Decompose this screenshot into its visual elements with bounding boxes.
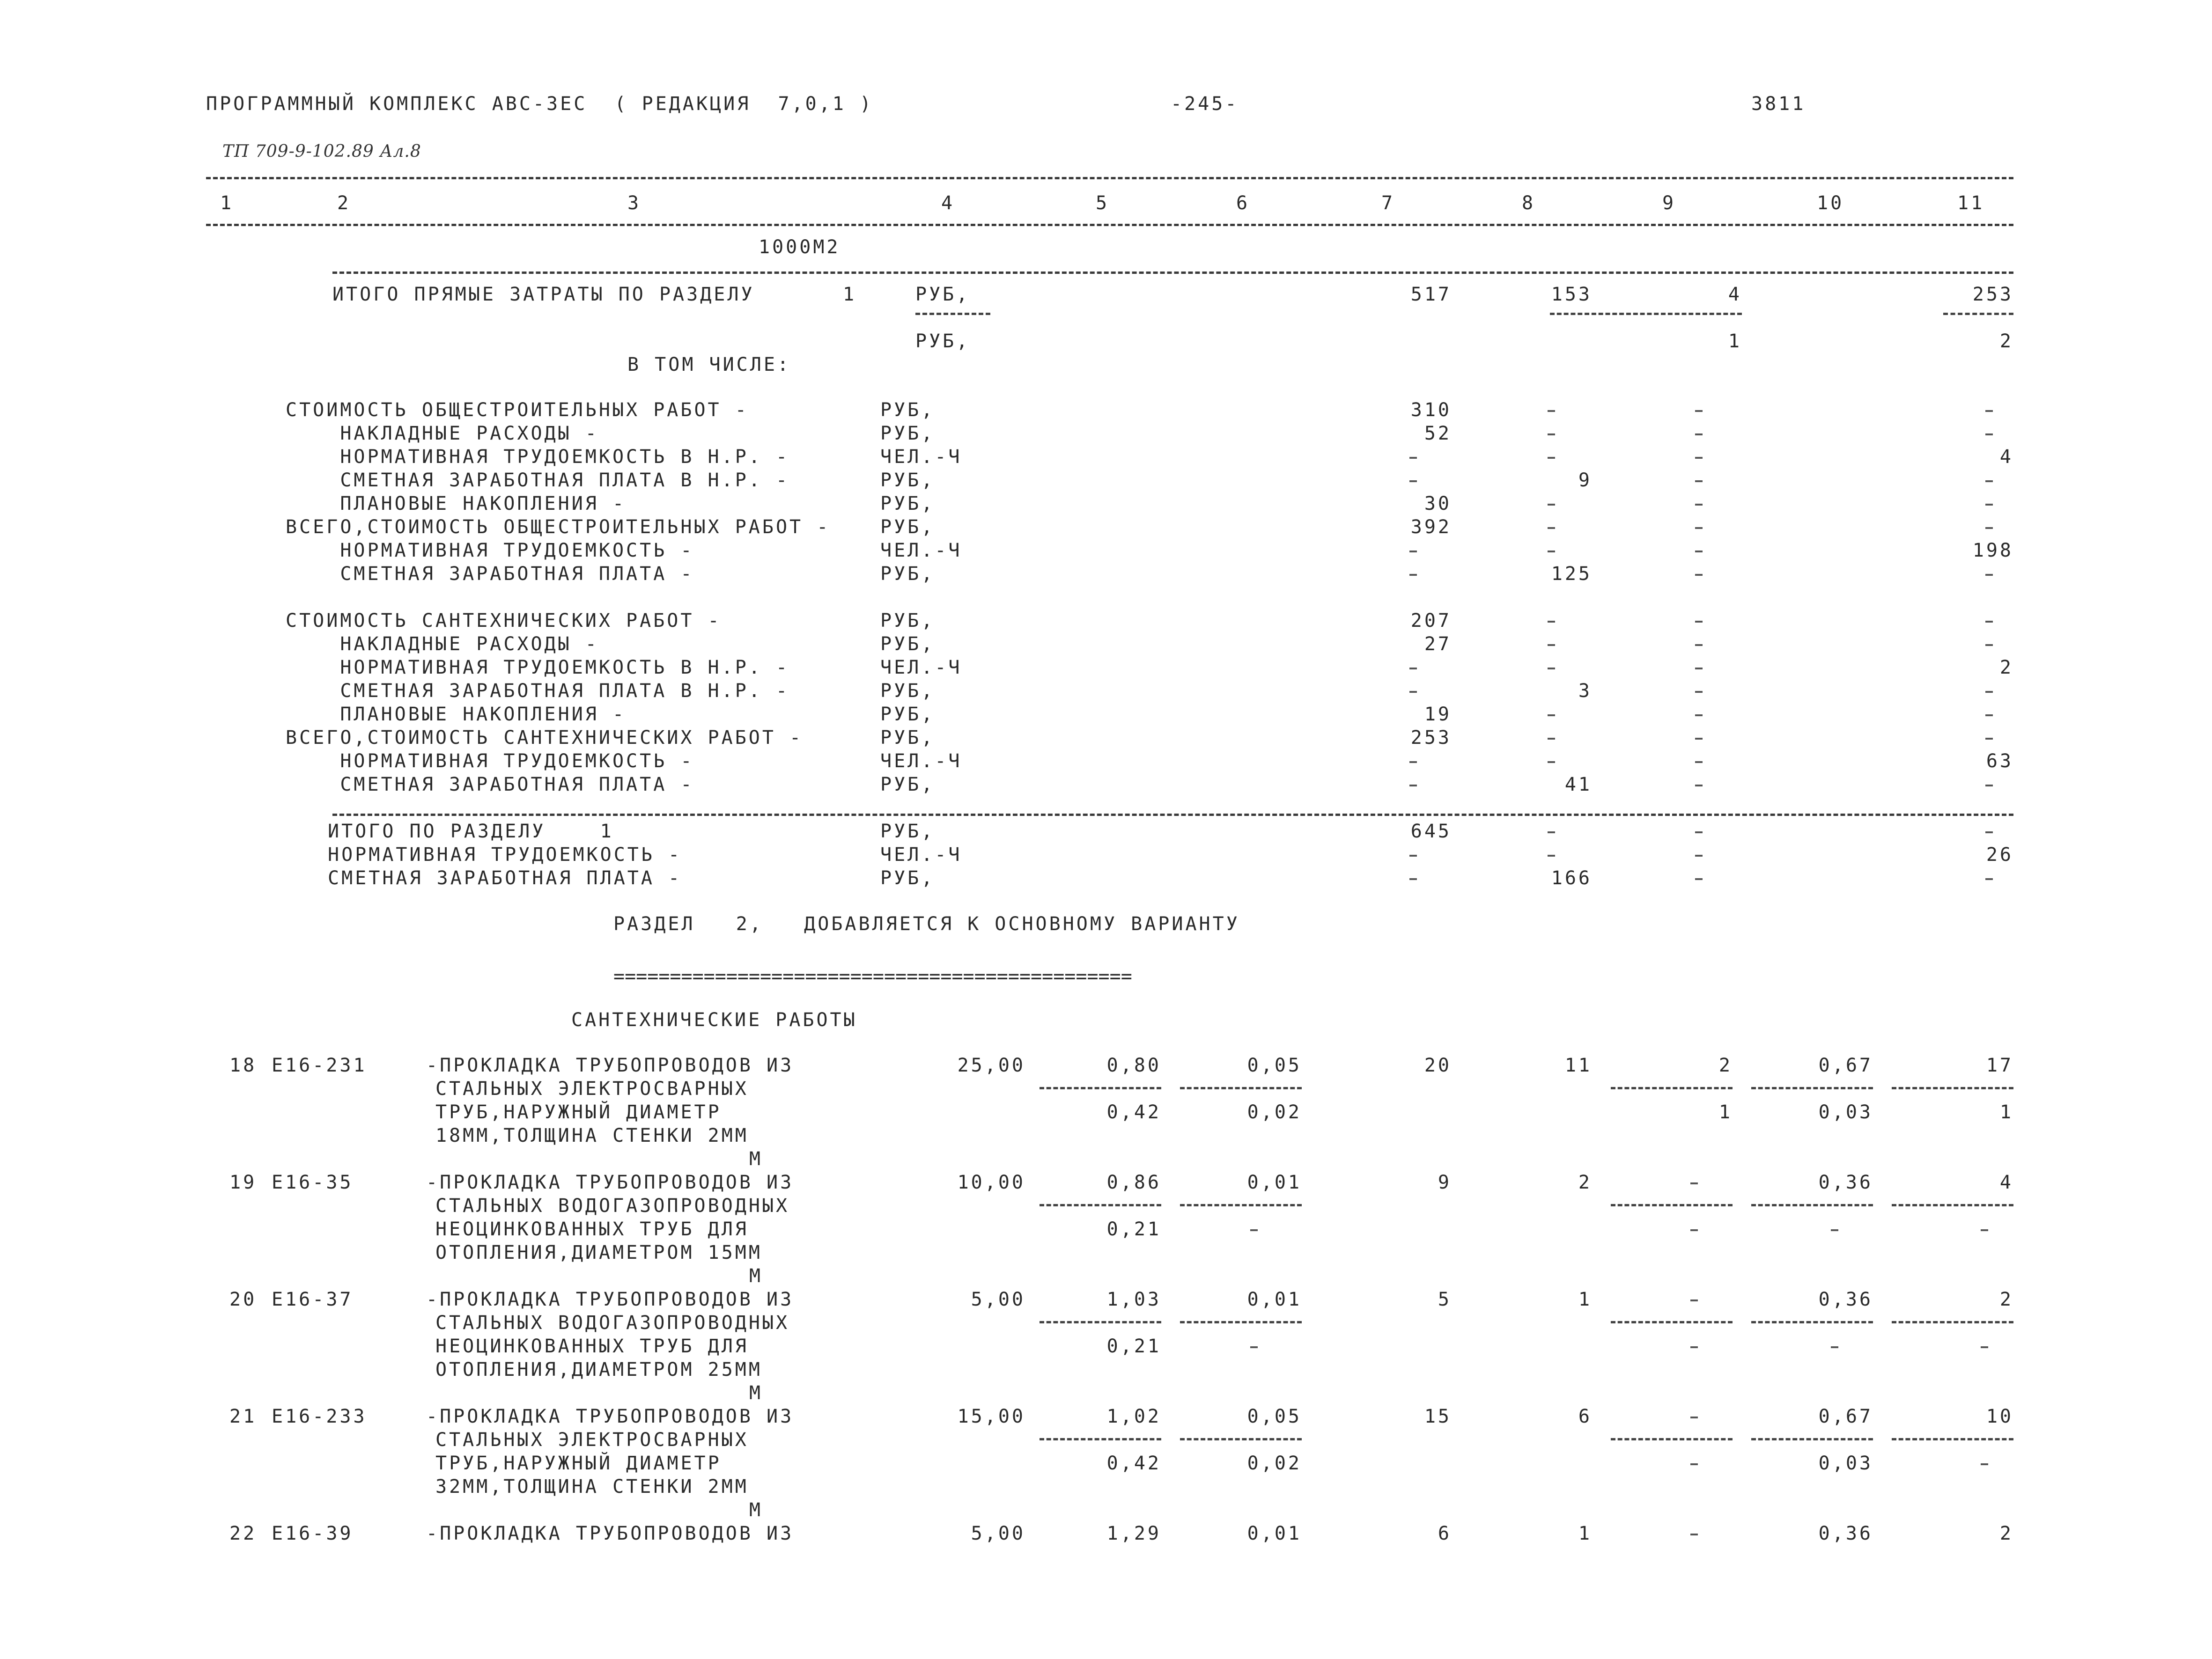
c10-underline: [1751, 1438, 1873, 1440]
item-c10-second: 0,03: [1818, 1101, 1873, 1123]
empty-c9-dash: [1695, 691, 1703, 693]
summary-unit: РУБ,: [880, 821, 935, 842]
item-c5: 1,03: [1106, 1289, 1161, 1310]
c9-underline: [1611, 1321, 1733, 1323]
empty-c11-dash: [1985, 504, 1993, 506]
column-number: 10: [1817, 192, 1844, 214]
empty-c11-dash: [1981, 1463, 1988, 1465]
empty-c8-dash: [1548, 831, 1555, 833]
direct-total-unit: РУБ,: [915, 284, 970, 305]
empty-c9-dash: [1690, 1229, 1698, 1231]
summary-label: НОРМАТИВНАЯ ТРУДОЕМКОСТЬ -: [328, 844, 682, 866]
item-c5: 0,80: [1106, 1055, 1161, 1076]
summary-c7: 19: [1424, 704, 1452, 725]
empty-c11-dash: [1985, 691, 1993, 693]
empty-c9-dash: [1695, 433, 1703, 435]
summary-label: СМЕТНАЯ ЗАРАБОТНАЯ ПЛАТА -: [328, 867, 682, 889]
direct-c11-underline: [1943, 313, 2013, 315]
summary-label: ПЛАНОВЫЕ НАКОПЛЕНИЯ -: [286, 493, 627, 514]
item-description-line: СТАЛЬНЫХ ВОДОГАЗОПРОВОДНЫХ: [435, 1312, 790, 1334]
empty-c11-dash: [1985, 738, 1993, 740]
summary-label: НОРМАТИВНАЯ ТРУДОЕМКОСТЬ В Н.Р. -: [286, 657, 790, 678]
item-c6: 0,05: [1247, 1406, 1302, 1427]
summary-unit: РУБ,: [880, 774, 935, 795]
empty-c9-dash: [1695, 878, 1703, 880]
item-description-line: ОТОПЛЕНИЯ,ДИАМЕТРОМ 15ММ: [435, 1242, 762, 1263]
empty-c8-dash: [1548, 527, 1555, 529]
summary-label: СМЕТНАЯ ЗАРАБОТНАЯ ПЛАТА В Н.Р. -: [286, 470, 790, 491]
item-number: 22: [229, 1523, 257, 1544]
summary-c7: 30: [1424, 493, 1452, 514]
direct2-c11: 2: [1999, 330, 2013, 352]
summary-unit: РУБ,: [880, 563, 935, 585]
empty-c10-dash: [1831, 1346, 1838, 1348]
summary-label: НАКЛАДНЫЕ РАСХОДЫ -: [286, 423, 599, 444]
summary-unit: ЧЕЛ.-Ч: [880, 657, 962, 678]
empty-c9-dash: [1695, 410, 1703, 412]
c10-underline: [1751, 1321, 1873, 1323]
item-c11: 2: [1999, 1289, 2013, 1310]
item-c5-second: 0,21: [1106, 1219, 1161, 1240]
c6-underline: [1180, 1438, 1302, 1440]
item-description-line: ТРУБ,НАРУЖНЫЙ ДИАМЕТР: [435, 1101, 722, 1123]
unit-row: 1000М2: [759, 236, 841, 258]
empty-c8-dash: [1548, 504, 1555, 506]
empty-c7-dash: [1409, 668, 1417, 669]
empty-c9-dash: [1690, 1417, 1698, 1418]
summary-label: СМЕТНАЯ ЗАРАБОТНАЯ ПЛАТА -: [286, 563, 694, 585]
item-description-line: -ПРОКЛАДКА ТРУБОПРОВОДОВ ИЗ: [426, 1055, 794, 1076]
column-rule: [206, 224, 2013, 226]
c9-underline: [1611, 1204, 1733, 1206]
empty-c6-dash: [1250, 1229, 1258, 1231]
item-c7: 5: [1438, 1289, 1452, 1310]
empty-c11-dash: [1981, 1346, 1988, 1348]
direct-total-section: 1: [843, 284, 857, 305]
summary-c11: 198: [1972, 540, 2013, 561]
project-code: ТП 709-9-102.89 Ал.8: [222, 142, 421, 161]
empty-c11-dash: [1985, 621, 1993, 623]
item-unit: М: [749, 1382, 763, 1404]
direct-total-label: ИТОГО ПРЯМЫЕ ЗАТРАТЫ ПО РАЗДЕЛУ: [332, 284, 755, 305]
empty-c7-dash: [1409, 457, 1417, 459]
c11-underline: [1892, 1087, 2013, 1089]
summary-unit: РУБ,: [880, 633, 935, 655]
item-c10-second: 0,03: [1818, 1453, 1873, 1474]
item-number: 19: [229, 1172, 257, 1193]
summary-label: СМЕТНАЯ ЗАРАБОТНАЯ ПЛАТА -: [286, 774, 694, 795]
summary-c7: 253: [1410, 727, 1452, 749]
item-unit: М: [749, 1499, 763, 1521]
item-c5-second: 0,42: [1106, 1453, 1161, 1474]
summary-c8: 41: [1564, 774, 1592, 795]
empty-c11-dash: [1981, 1229, 1988, 1231]
column-number: 4: [941, 192, 955, 214]
item-code: Е16-35: [272, 1172, 354, 1193]
summary-c7: 27: [1424, 633, 1452, 655]
c11-underline: [1892, 1204, 2013, 1206]
empty-c9-dash: [1695, 761, 1703, 763]
summary-label: ВСЕГО,СТОИМОСТЬ ОБЩЕСТРОИТЕЛЬНЫХ РАБОТ -: [286, 516, 831, 538]
item-c5-second: 0,21: [1106, 1336, 1161, 1357]
item-description-line: НЕОЦИНКОВАННЫХ ТРУБ ДЛЯ: [435, 1336, 749, 1357]
direct-total-c9: 4: [1728, 284, 1742, 305]
summary-c7: 310: [1410, 399, 1452, 421]
summary-c7: 207: [1410, 610, 1452, 631]
item-c5: 1,02: [1106, 1406, 1161, 1427]
c5-underline: [1040, 1321, 1161, 1323]
item-unit: М: [749, 1265, 763, 1287]
empty-c11-dash: [1985, 480, 1993, 482]
summary-c8: 166: [1551, 867, 1592, 889]
empty-c8-dash: [1548, 644, 1555, 646]
item-code: Е16-231: [272, 1055, 367, 1076]
empty-c9-dash: [1690, 1463, 1698, 1465]
empty-c7-dash: [1409, 551, 1417, 552]
empty-c9-dash: [1690, 1299, 1698, 1301]
header-rule: [206, 177, 2013, 179]
empty-c11-dash: [1985, 878, 1993, 880]
summary-unit: ЧЕЛ.-Ч: [880, 750, 962, 772]
item-c7: 6: [1438, 1523, 1452, 1544]
summary-unit: ЧЕЛ.-Ч: [880, 844, 962, 866]
item-c6: 0,01: [1247, 1523, 1302, 1544]
summary-c7: 52: [1424, 423, 1452, 444]
section2-subtitle: САНТЕХНИЧЕСКИЕ РАБОТЫ: [571, 1009, 857, 1031]
column-number: 8: [1522, 192, 1536, 214]
item-quantity: 25,00: [957, 1055, 1025, 1076]
direct-total-unit-2: РУБ,: [915, 330, 970, 352]
item-description-line: СТАЛЬНЫХ ЭЛЕКТРОСВАРНЫХ: [435, 1078, 749, 1100]
item-c6: 0,01: [1247, 1289, 1302, 1310]
column-number: 11: [1957, 192, 1985, 214]
summary-label: НОРМАТИВНАЯ ТРУДОЕМКОСТЬ -: [286, 750, 694, 772]
summary-c8: 9: [1578, 470, 1592, 491]
summary-unit: ЧЕЛ.-Ч: [880, 540, 962, 561]
empty-c8-dash: [1548, 433, 1555, 435]
empty-c9-dash: [1695, 738, 1703, 740]
empty-c11-dash: [1985, 527, 1993, 529]
column-number: 2: [337, 192, 351, 214]
empty-c9-dash: [1695, 668, 1703, 669]
empty-c9-dash: [1695, 644, 1703, 646]
direct-c9-underline: [1550, 313, 1742, 315]
item-description-line: -ПРОКЛАДКА ТРУБОПРОВОДОВ ИЗ: [426, 1523, 794, 1544]
item-description-line: 18ММ,ТОЛЩИНА СТЕНКИ 2ММ: [435, 1125, 749, 1146]
summary-unit: РУБ,: [880, 704, 935, 725]
c10-underline: [1751, 1204, 1873, 1206]
summary-c8: 3: [1578, 680, 1592, 702]
empty-c9-dash: [1695, 574, 1703, 576]
empty-c11-dash: [1985, 831, 1993, 833]
item-c8: 1: [1578, 1289, 1592, 1310]
empty-c8-dash: [1548, 551, 1555, 552]
empty-c9-dash: [1695, 831, 1703, 833]
section-total-rule: [332, 814, 2013, 816]
item-description-line: ОТОПЛЕНИЯ,ДИАМЕТРОМ 25ММ: [435, 1359, 762, 1380]
item-c10: 0,67: [1818, 1055, 1873, 1076]
item-c6: 0,05: [1247, 1055, 1302, 1076]
item-c9-second: 1: [1718, 1101, 1733, 1123]
item-c10: 0,36: [1818, 1289, 1873, 1310]
item-c7: 15: [1424, 1406, 1452, 1427]
direct-total-c7: 517: [1410, 284, 1452, 305]
summary-c11: 4: [1999, 446, 2013, 468]
summary-label: СМЕТНАЯ ЗАРАБОТНАЯ ПЛАТА В Н.Р. -: [286, 680, 790, 702]
summary-unit: РУБ,: [880, 867, 935, 889]
item-number: 20: [229, 1289, 257, 1310]
empty-c9-dash: [1695, 551, 1703, 552]
including-label: В ТОМ ЧИСЛЕ:: [627, 354, 791, 375]
empty-c8-dash: [1548, 668, 1555, 669]
item-c11: 10: [1986, 1406, 2013, 1427]
item-description-line: ТРУБ,НАРУЖНЫЙ ДИАМЕТР: [435, 1453, 722, 1474]
item-code: Е16-39: [272, 1523, 354, 1544]
summary-label: НАКЛАДНЫЕ РАСХОДЫ -: [286, 633, 599, 655]
summary-label: ВСЕГО,СТОИМОСТЬ САНТЕХНИЧЕСКИХ РАБОТ -: [286, 727, 804, 749]
c10-underline: [1751, 1087, 1873, 1089]
section2-rule: ==============================================: [613, 966, 1132, 987]
summary-label: НОРМАТИВНАЯ ТРУДОЕМКОСТЬ -: [286, 540, 694, 561]
empty-c7-dash: [1409, 574, 1417, 576]
empty-c11-dash: [1985, 433, 1993, 435]
empty-c9-dash: [1695, 480, 1703, 482]
empty-c8-dash: [1548, 621, 1555, 623]
summary-c7: 392: [1410, 516, 1452, 538]
column-number: 1: [220, 192, 234, 214]
summary-label: СТОИМОСТЬ САНТЕХНИЧЕСКИХ РАБОТ -: [286, 610, 722, 631]
column-number: 6: [1236, 192, 1250, 214]
c11-underline: [1892, 1321, 2013, 1323]
column-number: 9: [1662, 192, 1676, 214]
summary-unit: РУБ,: [880, 610, 935, 631]
section2-title: РАЗДЕЛ 2, ДОБАВЛЯЕТСЯ К ОСНОВНОМУ ВАРИАНТУ: [613, 913, 1240, 935]
empty-c9-dash: [1690, 1182, 1698, 1184]
empty-c10-dash: [1831, 1229, 1838, 1231]
item-c7: 20: [1424, 1055, 1452, 1076]
item-description-line: 32ММ,ТОЛЩИНА СТЕНКИ 2ММ: [435, 1476, 749, 1498]
empty-c11-dash: [1985, 714, 1993, 716]
item-code: Е16-233: [272, 1406, 367, 1427]
item-description-line: -ПРОКЛАДКА ТРУБОПРОВОДОВ ИЗ: [426, 1172, 794, 1193]
summary-unit: РУБ,: [880, 470, 935, 491]
empty-c9-dash: [1690, 1534, 1698, 1535]
c5-underline: [1040, 1438, 1161, 1440]
item-c11: 4: [1999, 1172, 2013, 1193]
summary-unit: РУБ,: [880, 399, 935, 421]
item-quantity: 10,00: [957, 1172, 1025, 1193]
empty-c11-dash: [1985, 785, 1993, 786]
empty-c11-dash: [1985, 644, 1993, 646]
empty-c9-dash: [1695, 621, 1703, 623]
c11-underline: [1892, 1438, 2013, 1440]
item-description-line: НЕОЦИНКОВАННЫХ ТРУБ ДЛЯ: [435, 1219, 749, 1240]
summary-c11: 2: [1999, 657, 2013, 678]
empty-c7-dash: [1409, 855, 1417, 857]
item-c11-second: 1: [1999, 1101, 2013, 1123]
totals-rule-top: [332, 272, 2013, 274]
empty-c9-dash: [1695, 785, 1703, 786]
empty-c9-dash: [1695, 457, 1703, 459]
empty-c7-dash: [1409, 480, 1417, 482]
item-c8: 6: [1578, 1406, 1592, 1427]
item-quantity: 5,00: [971, 1523, 1025, 1544]
summary-unit: ЧЕЛ.-Ч: [880, 446, 962, 468]
program-header: ПРОГРАММНЫЙ КОМПЛЕКС АВС-3ЕС ( РЕДАКЦИЯ 7,0,1 ): [206, 93, 874, 115]
c6-underline: [1180, 1087, 1302, 1089]
empty-c7-dash: [1409, 878, 1417, 880]
c5-underline: [1040, 1087, 1161, 1089]
item-description-line: СТАЛЬНЫХ ВОДОГАЗОПРОВОДНЫХ: [435, 1195, 790, 1217]
summary-c11: 26: [1986, 844, 2013, 866]
summary-label: НОРМАТИВНАЯ ТРУДОЕМКОСТЬ В Н.Р. -: [286, 446, 790, 468]
item-quantity: 15,00: [957, 1406, 1025, 1427]
empty-c8-dash: [1548, 855, 1555, 857]
item-unit: М: [749, 1148, 763, 1170]
summary-c7: 645: [1410, 821, 1452, 842]
item-c5-second: 0,42: [1106, 1101, 1161, 1123]
column-number: 5: [1096, 192, 1110, 214]
item-c5: 0,86: [1106, 1172, 1161, 1193]
item-c11: 17: [1986, 1055, 2013, 1076]
item-c10: 0,67: [1818, 1406, 1873, 1427]
summary-c11: 63: [1986, 750, 2013, 772]
item-c6-second: 0,02: [1247, 1101, 1302, 1123]
item-c6-second: 0,02: [1247, 1453, 1302, 1474]
empty-c6-dash: [1250, 1346, 1258, 1348]
summary-unit: РУБ,: [880, 680, 935, 702]
empty-c8-dash: [1548, 738, 1555, 740]
summary-unit: РУБ,: [880, 727, 935, 749]
item-c7: 9: [1438, 1172, 1452, 1193]
item-c5: 1,29: [1106, 1523, 1161, 1544]
item-c10: 0,36: [1818, 1172, 1873, 1193]
empty-c9-dash: [1695, 714, 1703, 716]
page-number: -245-: [1171, 93, 1239, 115]
empty-c11-dash: [1985, 574, 1993, 576]
c6-underline: [1180, 1321, 1302, 1323]
direct-total-c8: 153: [1551, 284, 1592, 305]
summary-label: ПЛАНОВЫЕ НАКОПЛЕНИЯ -: [286, 704, 627, 725]
item-quantity: 5,00: [971, 1289, 1025, 1310]
empty-c8-dash: [1548, 714, 1555, 716]
c6-underline: [1180, 1204, 1302, 1206]
empty-c7-dash: [1409, 761, 1417, 763]
item-description-line: СТАЛЬНЫХ ЭЛЕКТРОСВАРНЫХ: [435, 1429, 749, 1451]
empty-c11-dash: [1985, 410, 1993, 412]
empty-c8-dash: [1548, 410, 1555, 412]
item-c8: 11: [1564, 1055, 1592, 1076]
item-c10: 0,36: [1818, 1523, 1873, 1544]
item-c8: 2: [1578, 1172, 1592, 1193]
item-c8: 1: [1578, 1523, 1592, 1544]
empty-c9-dash: [1695, 527, 1703, 529]
document-number: 3811: [1751, 93, 1806, 115]
empty-c8-dash: [1548, 761, 1555, 763]
c5-underline: [1040, 1204, 1161, 1206]
empty-c9-dash: [1695, 504, 1703, 506]
summary-label: ИТОГО ПО РАЗДЕЛУ 1: [328, 821, 614, 842]
item-c11: 2: [1999, 1523, 2013, 1544]
c9-underline: [1611, 1438, 1733, 1440]
empty-c9-dash: [1690, 1346, 1698, 1348]
empty-c7-dash: [1409, 785, 1417, 786]
empty-c8-dash: [1548, 457, 1555, 459]
empty-c7-dash: [1409, 691, 1417, 693]
column-number: 7: [1381, 192, 1395, 214]
item-description-line: -ПРОКЛАДКА ТРУБОПРОВОДОВ ИЗ: [426, 1406, 794, 1427]
summary-unit: РУБ,: [880, 493, 935, 514]
direct2-c9: 1: [1728, 330, 1742, 352]
item-c6: 0,01: [1247, 1172, 1302, 1193]
column-number: 3: [627, 192, 641, 214]
summary-label: СТОИМОСТЬ ОБЩЕСТРОИТЕЛЬНЫХ РАБОТ -: [286, 399, 749, 421]
summary-unit: РУБ,: [880, 423, 935, 444]
direct-total-c11: 253: [1972, 284, 2013, 305]
summary-unit: РУБ,: [880, 516, 935, 538]
item-c9: 2: [1718, 1055, 1733, 1076]
item-description-line: -ПРОКЛАДКА ТРУБОПРОВОДОВ ИЗ: [426, 1289, 794, 1310]
item-number: 21: [229, 1406, 257, 1427]
summary-c8: 125: [1551, 563, 1592, 585]
direct-unit-underline: [915, 313, 990, 315]
item-code: Е16-37: [272, 1289, 354, 1310]
empty-c9-dash: [1695, 855, 1703, 857]
c9-underline: [1611, 1087, 1733, 1089]
item-number: 18: [229, 1055, 257, 1076]
